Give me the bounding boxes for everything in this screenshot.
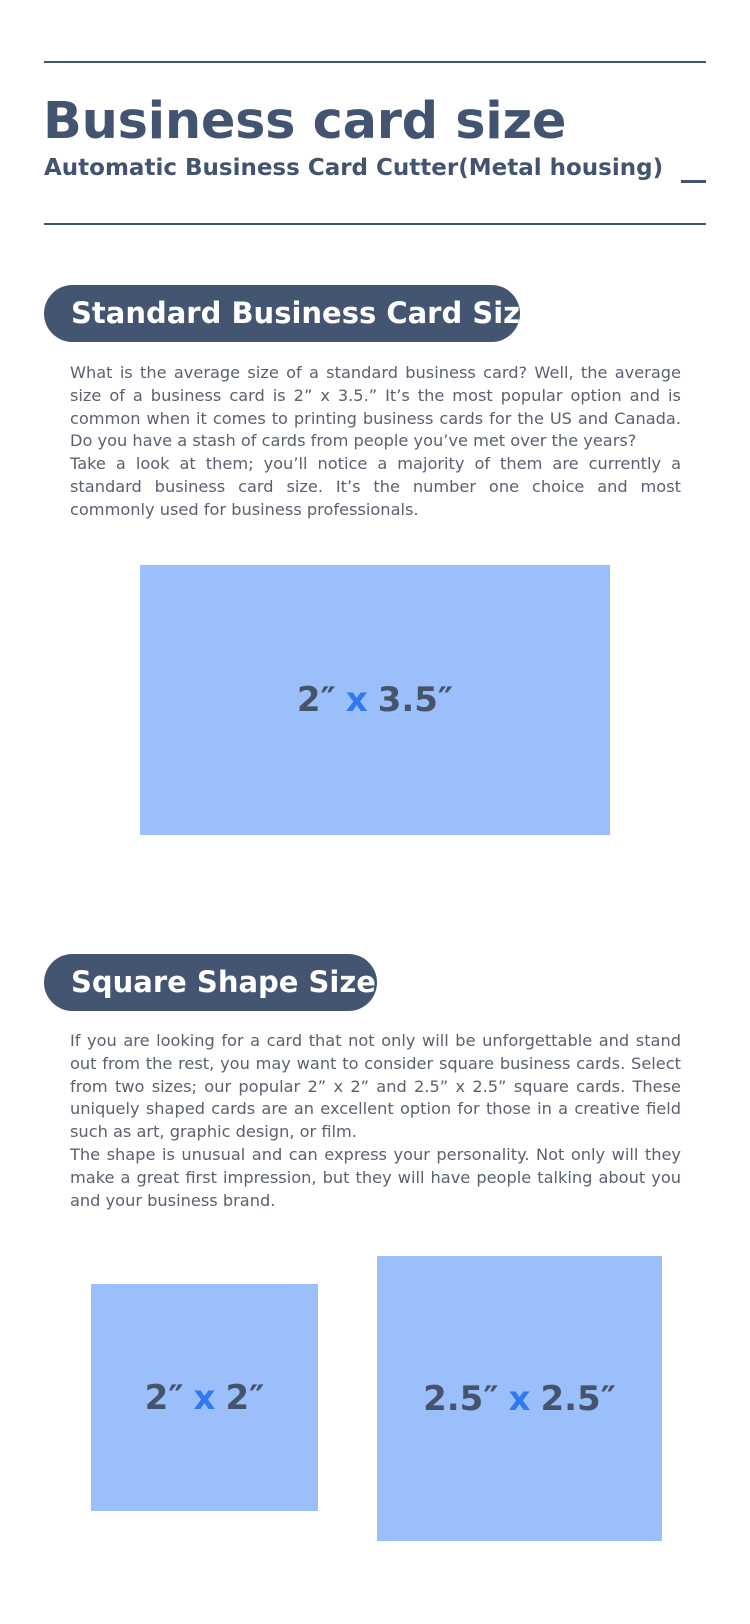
paragraph: If you are looking for a card that not only will be unforgettable and stand out from the rest, you may want to consider square business cards. Select from two sizes; our popular 2” x 2” and 2.5” x 2.5” square cards. These uniquely shaped cards are an excellent option for those in a creative field such as art, graphic design, or film. [70, 1031, 681, 1142]
standard-card-illustration [140, 565, 610, 835]
square-card-2x2 [91, 1284, 318, 1511]
square-sizes-heading: Square Shape Sizes [44, 954, 377, 1011]
card-width-label: 2″ [296, 680, 336, 720]
standard-sizes-description [70, 362, 681, 522]
times-sign: x [345, 680, 368, 720]
times-sign: x [193, 1377, 216, 1418]
top-divider [44, 61, 706, 63]
card-height-label: 3.5″ [377, 680, 454, 720]
card-height-label: 2″ [225, 1377, 265, 1418]
card-width-label: 2.5″ [423, 1378, 499, 1419]
card-width-label: 2″ [144, 1377, 184, 1418]
page-title: Business card size [43, 92, 567, 151]
page-subtitle: Automatic Business Card Cutter(Metal housing) [44, 155, 664, 181]
square-sizes-description [70, 1030, 681, 1212]
standard-sizes-heading: Standard Business Card Sizes [44, 285, 520, 342]
header-divider [44, 223, 706, 225]
card-height-label: 2.5″ [540, 1378, 616, 1419]
paragraph: The shape is unusual and can express your personality. Not only will they make a great first impression, but they will have people talking about you and your business brand. [70, 1144, 681, 1210]
paragraph: What is the average size of a standard business card? Well, the average size of a business card is 2” x 3.5.” It’s the most popular option and is common when it comes to printing business cards for the US and Canada. Do you have a stash of cards from people you’ve met over the years? [70, 363, 681, 451]
dash-mark [681, 180, 706, 183]
paragraph: Take a look at them; you’ll notice a majority of them are currently a standard business card size. It’s the number one choice and most commonly used for business professionals. [70, 454, 681, 519]
square-card-2-5x2-5 [377, 1256, 662, 1541]
times-sign: x [508, 1378, 531, 1419]
